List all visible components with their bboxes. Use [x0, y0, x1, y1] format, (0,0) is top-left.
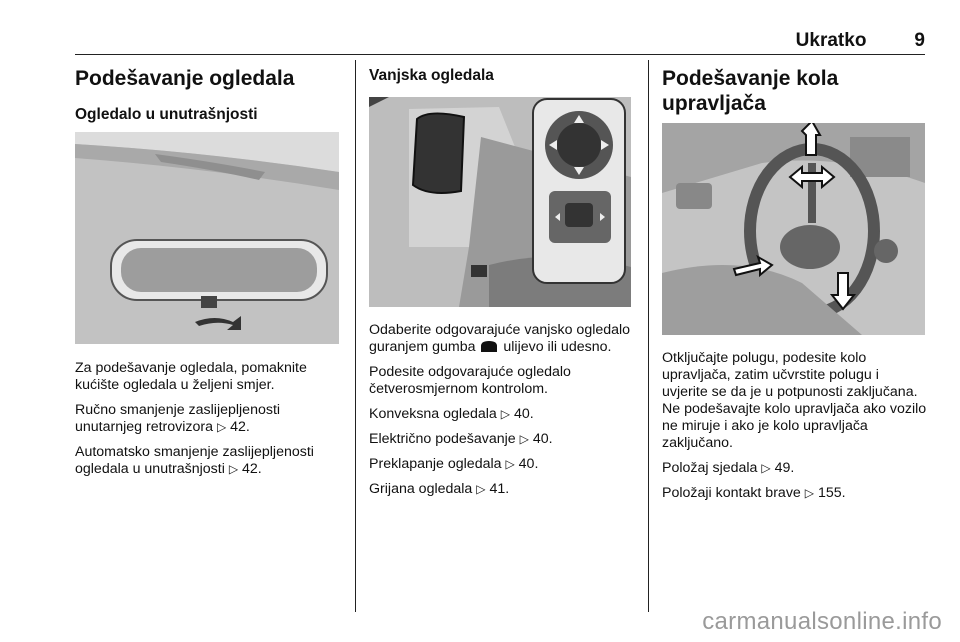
column-divider-right — [648, 60, 649, 612]
page-reference-link[interactable]: 40. — [513, 406, 534, 422]
reference-electric-adjustment: Električno podešavanje ▷ 40. — [369, 431, 553, 447]
reference-seat-position: Položaj sjedala ▷ 49. — [662, 460, 795, 476]
paragraph-select-mirror: Odaberite odgovarajuće vanjsko ogledalo guranjem gumba ulijevo ili udesno. — [369, 322, 631, 355]
column-steering-wheel-text — [662, 350, 927, 510]
reference-arrow-icon: ▷ — [804, 486, 814, 500]
paragraph-manual-dimming: Ručno smanjenje zaslijepljenosti unutarnjeg retrovizora ▷ 42. — [75, 402, 281, 435]
section-title-steering-wheel: Podešavanje kola upravljača — [662, 67, 839, 115]
column-interior-mirror — [75, 60, 343, 125]
header-divider — [75, 54, 925, 55]
column-interior-mirror-text — [75, 360, 343, 486]
reference-arrow-icon: ▷ — [505, 457, 515, 471]
page-number: 9 — [914, 30, 925, 51]
reference-arrow-icon: ▷ — [519, 432, 529, 446]
page-reference-link[interactable]: 49. — [774, 460, 795, 476]
paragraph-steering-adjust: Otključajte polugu, podesite kolo upravljača, zatim učvrstite polugu i uvjerite se da je u potpunosti zaključana. Ne podešavajte kolo upravljača ako vozilo ne miruje i ako je kolo upravljača zaključano. — [662, 350, 927, 451]
paragraph-automatic-dimming: Automatsko smanjenje zaslijepljenosti ogledala u unutrašnjosti ▷ 42. — [75, 444, 314, 477]
subsection-title-interior-mirror: Ogledalo u unutrašnjosti — [75, 106, 258, 123]
interior-mirror-illustration — [75, 132, 339, 344]
column-divider-left — [355, 60, 356, 612]
reference-arrow-icon: ▷ — [761, 461, 771, 475]
steering-wheel-illustration — [662, 123, 925, 335]
paragraph-adjust-mirror: Podesite odgovarajuće ogledalo četverosmjernom kontrolom. — [369, 364, 571, 397]
section-title-mirror-adjustment: Podešavanje ogledala — [75, 67, 295, 90]
column-exterior-mirrors — [369, 66, 633, 86]
page-reference-link[interactable]: 41. — [489, 481, 510, 497]
chapter-title: Ukratko — [795, 30, 867, 51]
page-reference-link[interactable]: 42. — [230, 419, 250, 435]
column-exterior-mirrors-text — [369, 322, 633, 506]
page-reference-link[interactable]: 40. — [532, 431, 553, 447]
mirror-switch-icon — [479, 340, 499, 353]
reference-heated-mirrors: Grijana ogledala ▷ 41. — [369, 481, 510, 497]
page-reference-link[interactable]: 40. — [518, 456, 539, 472]
paragraph-mirror-adjust: Za podešavanje ogledala, pomaknite kućište ogledala u željeni smjer. — [75, 360, 307, 393]
page-header — [75, 30, 925, 52]
page-reference-link[interactable]: 155. — [817, 485, 846, 501]
reference-folding-mirrors: Preklapanje ogledala ▷ 40. — [369, 456, 539, 472]
page-reference-link[interactable]: 42. — [242, 461, 262, 477]
reference-arrow-icon: ▷ — [500, 407, 510, 421]
reference-arrow-icon: ▷ — [216, 420, 227, 434]
reference-convex-mirrors: Konveksna ogledala ▷ 40. — [369, 406, 534, 422]
column-steering-wheel — [662, 66, 927, 116]
reference-arrow-icon: ▷ — [228, 462, 239, 476]
watermark: carmanualsonline.info — [702, 608, 942, 635]
exterior-mirror-illustration — [369, 97, 631, 307]
reference-arrow-icon: ▷ — [476, 482, 486, 496]
reference-ignition-positions: Položaji kontakt brave ▷ 155. — [662, 485, 846, 501]
subsection-title-exterior-mirrors: Vanjska ogledala — [369, 67, 494, 84]
